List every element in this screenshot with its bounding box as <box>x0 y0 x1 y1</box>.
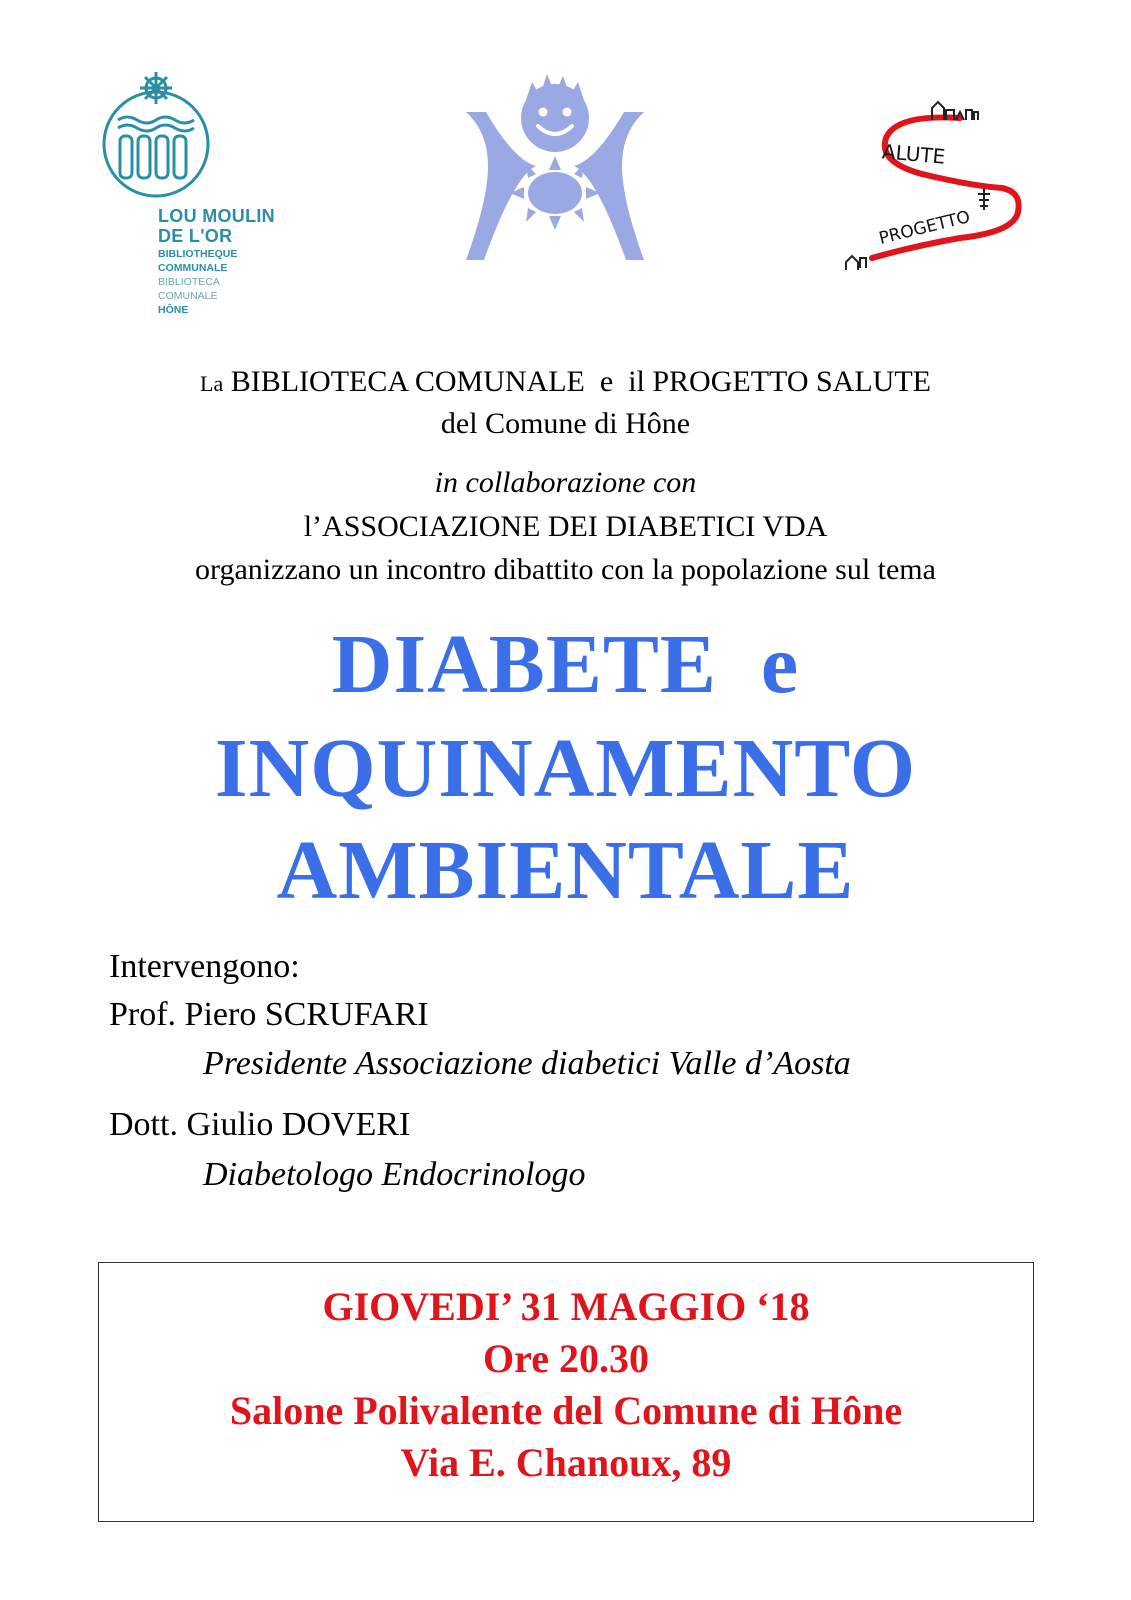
event-venue: Salone Polivalente del Comune di Hône <box>229 1388 903 1433</box>
event-date: GIOVEDI’ 31 MAGGIO ‘18 <box>322 1284 810 1329</box>
logo-text-line4: COMMUNALE <box>158 262 228 274</box>
intro-line-4: l’ASSOCIAZIONE DEI DIABETICI VDA <box>303 510 828 543</box>
logo-text-line2: DE L'OR <box>158 226 233 246</box>
intro-line-2: del Comune di Hône <box>440 407 691 440</box>
event-details-box <box>98 1262 1034 1522</box>
logo-text-line3: BIBLIOTHEQUE <box>158 248 238 260</box>
mill-icon <box>96 68 226 203</box>
sun-face-icon <box>466 70 644 262</box>
sun-figure-logo <box>466 70 644 262</box>
road-s-icon <box>842 100 1042 280</box>
event-address: Via E. Chanoux, 89 <box>400 1440 732 1485</box>
progetto-salute-logo <box>842 100 1042 280</box>
title-line-1: DIABETE e <box>331 618 800 711</box>
salute-word: ALUTE <box>881 139 947 169</box>
speaker-2-role: Diabetologo Endocrinologo <box>203 1156 586 1193</box>
event-time: Ore 20.30 <box>483 1336 649 1381</box>
progetto-word: PROGETTO <box>876 207 973 249</box>
speaker-1-name: Prof. Piero SCRUFARI <box>109 996 429 1033</box>
speaker-2-name: Dott. Giulio DOVERI <box>109 1106 411 1143</box>
logo-text-line7: HÔNE <box>158 304 189 316</box>
intro-organizers: BIBLIOTECA COMUNALE e il PROGETTO SALUTE <box>230 365 931 398</box>
intro-line-5: organizzano un incontro dibattito con la popolazione sul tema <box>195 553 936 586</box>
intro-line-3: in collaborazione con <box>434 466 697 499</box>
title-line-2: INQUINAMENTO <box>214 722 917 815</box>
title-line-3: AMBIENTALE <box>276 824 855 917</box>
speakers-heading: Intervengono: <box>109 948 300 985</box>
intro-prefix: La <box>200 371 224 396</box>
lou-moulin-logo <box>96 68 286 330</box>
speaker-1-role: Presidente Associazione diabetici Valle d’Aosta <box>203 1045 851 1082</box>
logo-text-line6: COMUNALE <box>158 290 218 302</box>
intro-line-1 <box>0 365 1131 399</box>
logo-text-line1: LOU MOULIN <box>158 206 275 226</box>
logo-text-line5: BIBLIOTECA <box>158 276 220 288</box>
